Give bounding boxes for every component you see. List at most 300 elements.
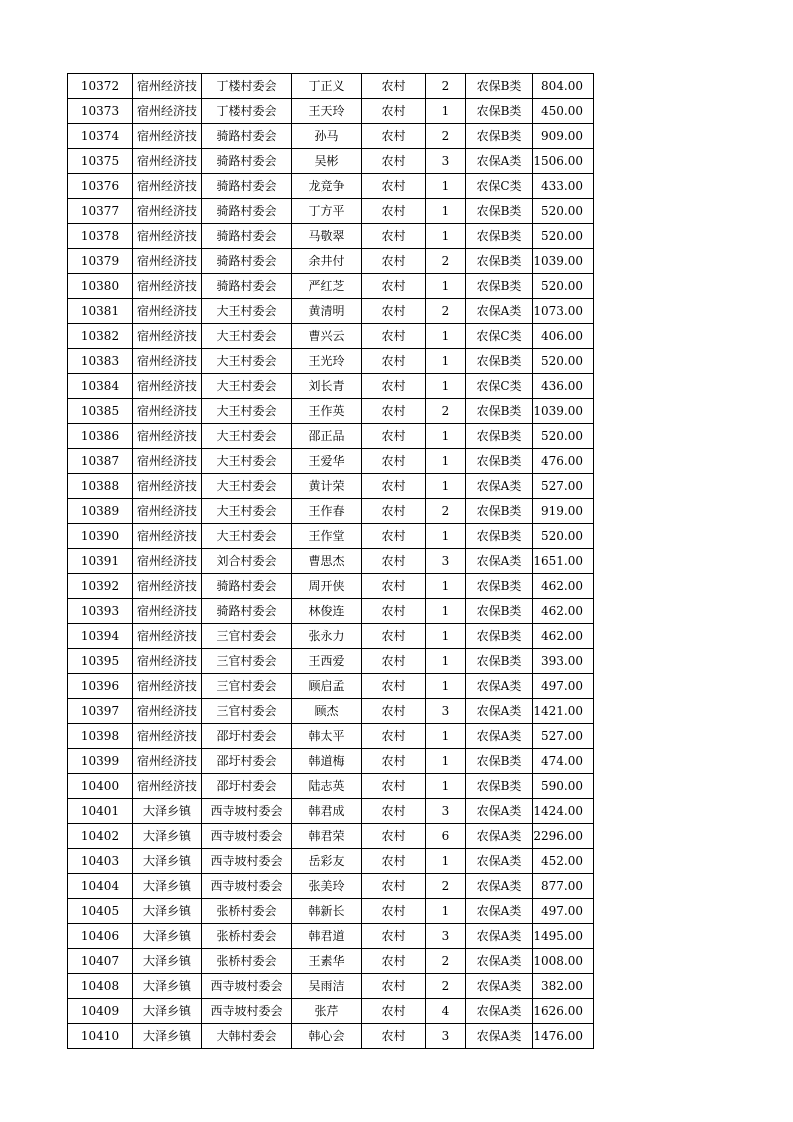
town-cell: 宿州经济技 [133, 549, 202, 574]
town-cell: 宿州经济技 [133, 624, 202, 649]
amount-cell: 520.00 [533, 199, 594, 224]
amount-cell: 520.00 [533, 424, 594, 449]
area-type-cell: 农村 [362, 449, 426, 474]
village-committee-cell: 张桥村委会 [202, 899, 292, 924]
person-name-cell: 曹思杰 [292, 549, 362, 574]
household-size-cell: 1 [426, 224, 466, 249]
row-id-cell: 10381 [68, 299, 133, 324]
amount-cell: 474.00 [533, 749, 594, 774]
table-row [68, 724, 594, 749]
town-cell: 宿州经济技 [133, 599, 202, 624]
area-type-cell: 农村 [362, 799, 426, 824]
area-type-cell: 农村 [362, 724, 426, 749]
household-size-cell: 3 [426, 799, 466, 824]
amount-cell: 1073.00 [533, 299, 594, 324]
town-cell: 大泽乡镇 [133, 799, 202, 824]
table-row [68, 649, 594, 674]
row-id-cell: 10400 [68, 774, 133, 799]
household-size-cell: 2 [426, 399, 466, 424]
amount-cell: 520.00 [533, 349, 594, 374]
town-cell: 大泽乡镇 [133, 974, 202, 999]
insurance-category-cell: 农保A类 [466, 899, 533, 924]
allowance-table [67, 73, 594, 1049]
row-id-cell: 10377 [68, 199, 133, 224]
area-type-cell: 农村 [362, 949, 426, 974]
row-id-cell: 10379 [68, 249, 133, 274]
insurance-category-cell: 农保A类 [466, 849, 533, 874]
household-size-cell: 1 [426, 599, 466, 624]
amount-cell: 382.00 [533, 974, 594, 999]
person-name-cell: 曹兴云 [292, 324, 362, 349]
person-name-cell: 顾启孟 [292, 674, 362, 699]
village-committee-cell: 大王村委会 [202, 449, 292, 474]
household-size-cell: 1 [426, 274, 466, 299]
village-committee-cell: 西寺坡村委会 [202, 799, 292, 824]
person-name-cell: 黄计荣 [292, 474, 362, 499]
person-name-cell: 王西爱 [292, 649, 362, 674]
area-type-cell: 农村 [362, 674, 426, 699]
insurance-category-cell: 农保B类 [466, 424, 533, 449]
person-name-cell: 韩君道 [292, 924, 362, 949]
town-cell: 宿州经济技 [133, 749, 202, 774]
area-type-cell: 农村 [362, 424, 426, 449]
row-id-cell: 10384 [68, 374, 133, 399]
table-row [68, 349, 594, 374]
village-committee-cell: 骑路村委会 [202, 574, 292, 599]
town-cell: 宿州经济技 [133, 524, 202, 549]
town-cell: 宿州经济技 [133, 299, 202, 324]
table-row [68, 249, 594, 274]
amount-cell: 527.00 [533, 724, 594, 749]
row-id-cell: 10385 [68, 399, 133, 424]
table-row [68, 799, 594, 824]
village-committee-cell: 丁楼村委会 [202, 74, 292, 99]
town-cell: 宿州经济技 [133, 499, 202, 524]
town-cell: 宿州经济技 [133, 374, 202, 399]
household-size-cell: 2 [426, 874, 466, 899]
amount-cell: 1626.00 [533, 999, 594, 1024]
town-cell: 宿州经济技 [133, 274, 202, 299]
household-size-cell: 2 [426, 74, 466, 99]
person-name-cell: 严红芝 [292, 274, 362, 299]
row-id-cell: 10393 [68, 599, 133, 624]
village-committee-cell: 西寺坡村委会 [202, 874, 292, 899]
insurance-category-cell: 农保B类 [466, 449, 533, 474]
village-committee-cell: 张桥村委会 [202, 949, 292, 974]
town-cell: 宿州经济技 [133, 99, 202, 124]
row-id-cell: 10373 [68, 99, 133, 124]
town-cell: 大泽乡镇 [133, 874, 202, 899]
household-size-cell: 1 [426, 174, 466, 199]
row-id-cell: 10406 [68, 924, 133, 949]
town-cell: 宿州经济技 [133, 424, 202, 449]
amount-cell: 527.00 [533, 474, 594, 499]
household-size-cell: 1 [426, 349, 466, 374]
household-size-cell: 2 [426, 249, 466, 274]
insurance-category-cell: 农保B类 [466, 99, 533, 124]
town-cell: 大泽乡镇 [133, 924, 202, 949]
row-id-cell: 10391 [68, 549, 133, 574]
area-type-cell: 农村 [362, 199, 426, 224]
household-size-cell: 2 [426, 974, 466, 999]
amount-cell: 1039.00 [533, 249, 594, 274]
area-type-cell: 农村 [362, 749, 426, 774]
household-size-cell: 1 [426, 99, 466, 124]
table-row [68, 224, 594, 249]
table-row [68, 124, 594, 149]
amount-cell: 520.00 [533, 524, 594, 549]
household-size-cell: 1 [426, 624, 466, 649]
village-committee-cell: 大韩村委会 [202, 1024, 292, 1049]
household-size-cell: 1 [426, 474, 466, 499]
village-committee-cell: 大王村委会 [202, 499, 292, 524]
table-row [68, 499, 594, 524]
household-size-cell: 1 [426, 324, 466, 349]
town-cell: 大泽乡镇 [133, 849, 202, 874]
insurance-category-cell: 农保A类 [466, 924, 533, 949]
amount-cell: 1421.00 [533, 699, 594, 724]
household-size-cell: 1 [426, 574, 466, 599]
insurance-category-cell: 农保B类 [466, 774, 533, 799]
household-size-cell: 1 [426, 424, 466, 449]
village-committee-cell: 三官村委会 [202, 699, 292, 724]
insurance-category-cell: 农保B类 [466, 499, 533, 524]
household-size-cell: 3 [426, 149, 466, 174]
village-committee-cell: 丁楼村委会 [202, 99, 292, 124]
row-id-cell: 10372 [68, 74, 133, 99]
area-type-cell: 农村 [362, 274, 426, 299]
person-name-cell: 周开侠 [292, 574, 362, 599]
household-size-cell: 1 [426, 524, 466, 549]
amount-cell: 450.00 [533, 99, 594, 124]
amount-cell: 909.00 [533, 124, 594, 149]
row-id-cell: 10395 [68, 649, 133, 674]
town-cell: 宿州经济技 [133, 699, 202, 724]
insurance-category-cell: 农保B类 [466, 624, 533, 649]
insurance-category-cell: 农保B类 [466, 649, 533, 674]
household-size-cell: 1 [426, 449, 466, 474]
village-committee-cell: 三官村委会 [202, 649, 292, 674]
table-row [68, 749, 594, 774]
table-row [68, 399, 594, 424]
row-id-cell: 10409 [68, 999, 133, 1024]
amount-cell: 433.00 [533, 174, 594, 199]
town-cell: 大泽乡镇 [133, 824, 202, 849]
amount-cell: 436.00 [533, 374, 594, 399]
household-size-cell: 3 [426, 1024, 466, 1049]
amount-cell: 1008.00 [533, 949, 594, 974]
insurance-category-cell: 农保A类 [466, 949, 533, 974]
amount-cell: 1651.00 [533, 549, 594, 574]
village-committee-cell: 西寺坡村委会 [202, 824, 292, 849]
town-cell: 宿州经济技 [133, 249, 202, 274]
row-id-cell: 10374 [68, 124, 133, 149]
insurance-category-cell: 农保A类 [466, 974, 533, 999]
amount-cell: 476.00 [533, 449, 594, 474]
town-cell: 宿州经济技 [133, 124, 202, 149]
table-row [68, 949, 594, 974]
area-type-cell: 农村 [362, 499, 426, 524]
table-row [68, 449, 594, 474]
table-row [68, 599, 594, 624]
town-cell: 宿州经济技 [133, 324, 202, 349]
village-committee-cell: 大王村委会 [202, 349, 292, 374]
person-name-cell: 马敬翠 [292, 224, 362, 249]
table-row [68, 299, 594, 324]
person-name-cell: 张永力 [292, 624, 362, 649]
amount-cell: 1476.00 [533, 1024, 594, 1049]
table-row [68, 1024, 594, 1049]
table-row [68, 149, 594, 174]
row-id-cell: 10404 [68, 874, 133, 899]
table-row [68, 74, 594, 99]
insurance-category-cell: 农保B类 [466, 124, 533, 149]
person-name-cell: 吴雨洁 [292, 974, 362, 999]
amount-cell: 1424.00 [533, 799, 594, 824]
insurance-category-cell: 农保A类 [466, 999, 533, 1024]
person-name-cell: 岳彩友 [292, 849, 362, 874]
village-committee-cell: 邵圩村委会 [202, 774, 292, 799]
row-id-cell: 10399 [68, 749, 133, 774]
area-type-cell: 农村 [362, 874, 426, 899]
row-id-cell: 10401 [68, 799, 133, 824]
household-size-cell: 6 [426, 824, 466, 849]
household-size-cell: 3 [426, 699, 466, 724]
insurance-category-cell: 农保C类 [466, 374, 533, 399]
table-row [68, 974, 594, 999]
insurance-category-cell: 农保B类 [466, 74, 533, 99]
household-size-cell: 1 [426, 674, 466, 699]
insurance-category-cell: 农保B类 [466, 199, 533, 224]
table-row [68, 774, 594, 799]
person-name-cell: 吴彬 [292, 149, 362, 174]
household-size-cell: 1 [426, 374, 466, 399]
person-name-cell: 王天玲 [292, 99, 362, 124]
town-cell: 宿州经济技 [133, 199, 202, 224]
table-row [68, 549, 594, 574]
household-size-cell: 1 [426, 849, 466, 874]
person-name-cell: 龙竞争 [292, 174, 362, 199]
person-name-cell: 顾杰 [292, 699, 362, 724]
row-id-cell: 10389 [68, 499, 133, 524]
village-committee-cell: 西寺坡村委会 [202, 999, 292, 1024]
insurance-category-cell: 农保B类 [466, 749, 533, 774]
row-id-cell: 10387 [68, 449, 133, 474]
household-size-cell: 3 [426, 924, 466, 949]
person-name-cell: 韩道梅 [292, 749, 362, 774]
village-committee-cell: 张桥村委会 [202, 924, 292, 949]
amount-cell: 2296.00 [533, 824, 594, 849]
town-cell: 大泽乡镇 [133, 949, 202, 974]
amount-cell: 462.00 [533, 574, 594, 599]
amount-cell: 406.00 [533, 324, 594, 349]
person-name-cell: 王作堂 [292, 524, 362, 549]
row-id-cell: 10405 [68, 899, 133, 924]
insurance-category-cell: 农保A类 [466, 549, 533, 574]
area-type-cell: 农村 [362, 124, 426, 149]
area-type-cell: 农村 [362, 399, 426, 424]
household-size-cell: 2 [426, 499, 466, 524]
person-name-cell: 王素华 [292, 949, 362, 974]
village-committee-cell: 大王村委会 [202, 424, 292, 449]
amount-cell: 804.00 [533, 74, 594, 99]
insurance-category-cell: 农保A类 [466, 1024, 533, 1049]
amount-cell: 393.00 [533, 649, 594, 674]
table-row [68, 899, 594, 924]
amount-cell: 452.00 [533, 849, 594, 874]
row-id-cell: 10408 [68, 974, 133, 999]
area-type-cell: 农村 [362, 74, 426, 99]
amount-cell: 919.00 [533, 499, 594, 524]
village-committee-cell: 骑路村委会 [202, 599, 292, 624]
person-name-cell: 张美玲 [292, 874, 362, 899]
village-committee-cell: 骑路村委会 [202, 124, 292, 149]
row-id-cell: 10376 [68, 174, 133, 199]
household-size-cell: 1 [426, 774, 466, 799]
area-type-cell: 农村 [362, 699, 426, 724]
insurance-category-cell: 农保B类 [466, 399, 533, 424]
row-id-cell: 10375 [68, 149, 133, 174]
row-id-cell: 10402 [68, 824, 133, 849]
table-row [68, 699, 594, 724]
row-id-cell: 10397 [68, 699, 133, 724]
household-size-cell: 1 [426, 199, 466, 224]
village-committee-cell: 大王村委会 [202, 299, 292, 324]
table-row [68, 674, 594, 699]
table-row [68, 174, 594, 199]
person-name-cell: 王作英 [292, 399, 362, 424]
row-id-cell: 10407 [68, 949, 133, 974]
area-type-cell: 农村 [362, 924, 426, 949]
village-committee-cell: 骑路村委会 [202, 224, 292, 249]
town-cell: 宿州经济技 [133, 149, 202, 174]
area-type-cell: 农村 [362, 174, 426, 199]
area-type-cell: 农村 [362, 1024, 426, 1049]
person-name-cell: 韩太平 [292, 724, 362, 749]
insurance-category-cell: 农保A类 [466, 149, 533, 174]
table-row [68, 199, 594, 224]
area-type-cell: 农村 [362, 224, 426, 249]
village-committee-cell: 骑路村委会 [202, 199, 292, 224]
table-row [68, 924, 594, 949]
area-type-cell: 农村 [362, 349, 426, 374]
area-type-cell: 农村 [362, 774, 426, 799]
insurance-category-cell: 农保A类 [466, 699, 533, 724]
area-type-cell: 农村 [362, 549, 426, 574]
insurance-category-cell: 农保A类 [466, 874, 533, 899]
person-name-cell: 韩心会 [292, 1024, 362, 1049]
area-type-cell: 农村 [362, 599, 426, 624]
insurance-category-cell: 农保A类 [466, 474, 533, 499]
table-body [68, 74, 594, 1049]
village-committee-cell: 大王村委会 [202, 474, 292, 499]
row-id-cell: 10403 [68, 849, 133, 874]
household-size-cell: 3 [426, 549, 466, 574]
village-committee-cell: 大王村委会 [202, 399, 292, 424]
amount-cell: 462.00 [533, 624, 594, 649]
person-name-cell: 黄清明 [292, 299, 362, 324]
table-row [68, 524, 594, 549]
amount-cell: 1506.00 [533, 149, 594, 174]
amount-cell: 590.00 [533, 774, 594, 799]
person-name-cell: 韩新长 [292, 899, 362, 924]
person-name-cell: 王爱华 [292, 449, 362, 474]
row-id-cell: 10392 [68, 574, 133, 599]
row-id-cell: 10410 [68, 1024, 133, 1049]
row-id-cell: 10388 [68, 474, 133, 499]
table-row [68, 474, 594, 499]
table-row [68, 849, 594, 874]
insurance-category-cell: 农保B类 [466, 574, 533, 599]
village-committee-cell: 三官村委会 [202, 624, 292, 649]
household-size-cell: 1 [426, 649, 466, 674]
row-id-cell: 10382 [68, 324, 133, 349]
household-size-cell: 4 [426, 999, 466, 1024]
person-name-cell: 余井付 [292, 249, 362, 274]
insurance-category-cell: 农保B类 [466, 349, 533, 374]
area-type-cell: 农村 [362, 99, 426, 124]
town-cell: 宿州经济技 [133, 574, 202, 599]
village-committee-cell: 骑路村委会 [202, 149, 292, 174]
household-size-cell: 2 [426, 124, 466, 149]
table-row [68, 999, 594, 1024]
area-type-cell: 农村 [362, 974, 426, 999]
table-row [68, 824, 594, 849]
amount-cell: 1039.00 [533, 399, 594, 424]
town-cell: 大泽乡镇 [133, 1024, 202, 1049]
area-type-cell: 农村 [362, 299, 426, 324]
amount-cell: 520.00 [533, 224, 594, 249]
village-committee-cell: 西寺坡村委会 [202, 849, 292, 874]
person-name-cell: 邵正品 [292, 424, 362, 449]
village-committee-cell: 西寺坡村委会 [202, 974, 292, 999]
household-size-cell: 2 [426, 949, 466, 974]
insurance-category-cell: 农保A类 [466, 824, 533, 849]
area-type-cell: 农村 [362, 999, 426, 1024]
town-cell: 宿州经济技 [133, 399, 202, 424]
row-id-cell: 10380 [68, 274, 133, 299]
insurance-category-cell: 农保A类 [466, 724, 533, 749]
village-committee-cell: 邵圩村委会 [202, 749, 292, 774]
person-name-cell: 林俊连 [292, 599, 362, 624]
insurance-category-cell: 农保B类 [466, 249, 533, 274]
area-type-cell: 农村 [362, 374, 426, 399]
town-cell: 宿州经济技 [133, 724, 202, 749]
area-type-cell: 农村 [362, 474, 426, 499]
town-cell: 宿州经济技 [133, 349, 202, 374]
table-row [68, 574, 594, 599]
person-name-cell: 刘长青 [292, 374, 362, 399]
insurance-category-cell: 农保A类 [466, 799, 533, 824]
household-size-cell: 1 [426, 899, 466, 924]
person-name-cell: 王光玲 [292, 349, 362, 374]
table-row [68, 274, 594, 299]
area-type-cell: 农村 [362, 149, 426, 174]
town-cell: 大泽乡镇 [133, 899, 202, 924]
insurance-category-cell: 农保C类 [466, 174, 533, 199]
amount-cell: 497.00 [533, 899, 594, 924]
area-type-cell: 农村 [362, 649, 426, 674]
household-size-cell: 2 [426, 299, 466, 324]
area-type-cell: 农村 [362, 324, 426, 349]
village-committee-cell: 邵圩村委会 [202, 724, 292, 749]
village-committee-cell: 刘合村委会 [202, 549, 292, 574]
town-cell: 宿州经济技 [133, 474, 202, 499]
town-cell: 大泽乡镇 [133, 999, 202, 1024]
area-type-cell: 农村 [362, 849, 426, 874]
village-committee-cell: 骑路村委会 [202, 249, 292, 274]
insurance-category-cell: 农保C类 [466, 324, 533, 349]
